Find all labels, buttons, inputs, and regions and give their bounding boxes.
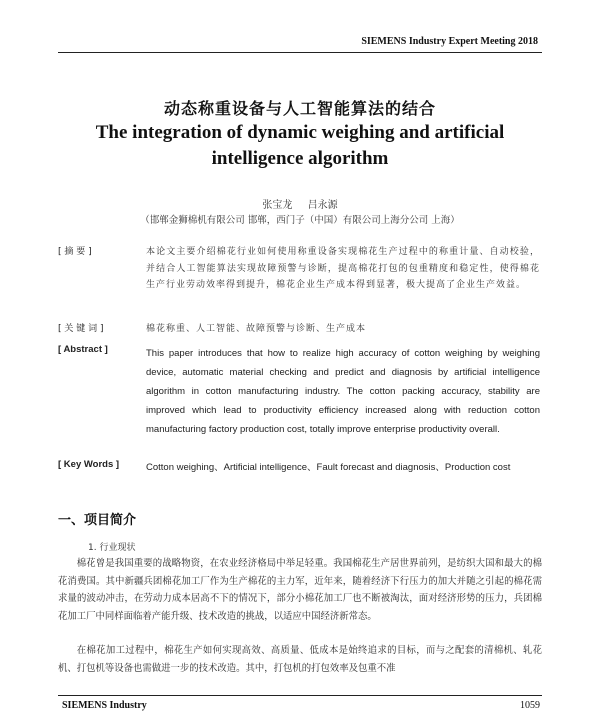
keywords-cn-text: 棉花称重、人工智能、故障预警与诊断、生产成本 [146,324,367,334]
abstract-en-label: [ Abstract ] [58,344,108,355]
english-title: The integration of dynamic weighing and artificial intelligence algorithm [95,122,505,169]
footer-publication: SIEMENS Industry [62,700,147,711]
keywords-en-label: [ Key Words ] [58,459,120,470]
subsection-title: 1. 行业现状 [88,543,136,553]
keywords-cn-label: [ 关 键 词 ] [58,324,104,334]
authors [0,196,600,211]
header-rule [58,52,542,53]
abstract-cn-label: [ 摘 要 ] [58,247,92,257]
abstract-en-text: This paper introduces that how to realize high accuracy of cotton weighing by weighing device, automatic material checking and predict and diagnosis by artificial intelligence algorithm in cotton manufacturing industry. The cotton packing accuracy, stability are improved which lead to productivity efficiency increased along with reduction cotton manufacturing factory production cost, totally improve enterprise productivity overall. [146,348,540,435]
affiliation: （邯郸金狮棉机有限公司 邯郸，西门子（中国）有限公司上海分公司 上海） [140,215,460,226]
chinese-title: 动态称重设备与人工智能算法的结合 [163,99,436,118]
section-title: 一、项目简介 [58,513,137,528]
body-paragraph-2: 在棉花加工过程中，棉花生产如何实现高效、高质量、低成本是始终追求的目标，而与之配套的清棉机、轧花机、打包机等设备也需做进一步的技术改造。其中，打包机的打包效率及包重不准 [58,645,542,674]
author-2: 吕永源 [307,200,338,211]
body-paragraph-1: 棉花曾是我国重要的战略物资，在农业经济格局中举足轻重。我国棉花生产居世界前列，是纺织大国和最大的棉花消费国。其中新疆兵团棉花加工厂作为生产棉花的主力军，近年来，随着经济下行压力的加大并随之引起的棉花需求量的波动冲击，在劳动力成本居高不下的情况下，部分小棉花加工厂也不断被淘汰，面对经济形势的压力，兵团棉花加工厂中同样面临着产能升级、技术改造的挑战，以适应中国经济新常态。 [58,558,542,622]
footer-rule [58,695,542,696]
page-number: 1059 [520,700,540,711]
abstract-cn-text: 本论文主要介绍棉花行业如何使用称重设备实现棉花生产过程中的称重计量、自动校验，并结合人工智能算法实现故障预警与诊断，提高棉花打包的包重精度和稳定性，使得棉花生产行业劳动效率得到提升，棉花企业生产成本得到显著，极大提高了企业生产效益。 [146,247,540,290]
author-1: 张宝龙 [262,200,293,211]
keywords-en-text: Cotton weighing、Artificial intelligence、Fault forecast and diagnosis、Production cost [146,462,511,473]
running-header: SIEMENS Industry Expert Meeting 2018 [361,36,538,47]
